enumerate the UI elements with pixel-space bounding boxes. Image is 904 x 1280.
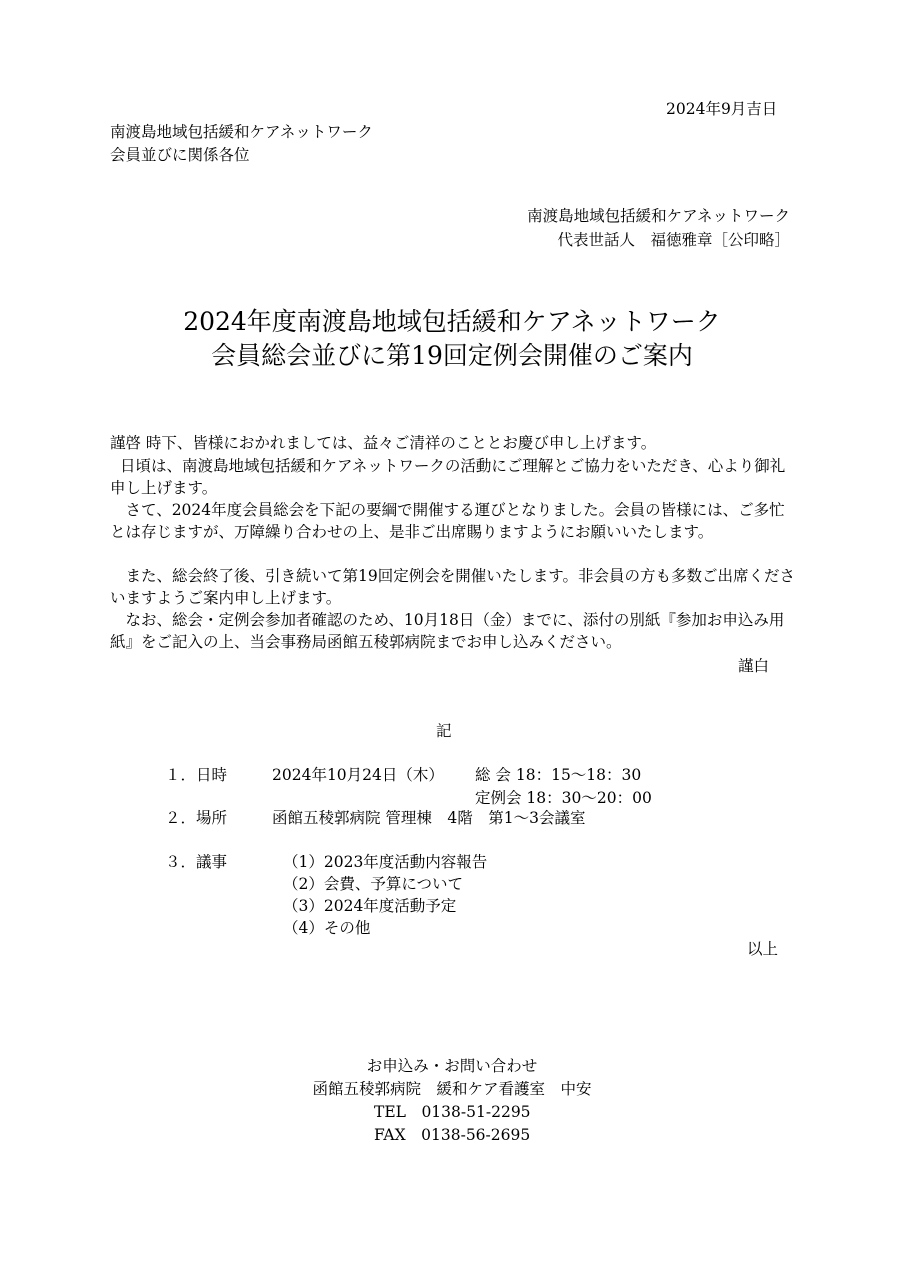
schedule-regular-meeting: 定例会 18：30～20：00 <box>475 789 652 807</box>
sender-org: 南渡島地域包括緩和ケアネットワーク <box>527 207 790 225</box>
greeting-paragraph: 謹啓 時下、皆様におかれましては、益々ご清祥のこととお慶び申し上げます。 <box>110 434 657 452</box>
item-place-label: ２．場所 <box>165 809 228 827</box>
contact-fax: FAX 0138-56-2695 <box>374 1126 531 1144</box>
item-datetime-date: 2024年10月24日（木） <box>272 766 444 784</box>
agenda-item: （2）会費、予算について <box>283 875 464 893</box>
closing-kinpaku: 謹白 <box>738 657 770 675</box>
document-date: 2024年9月吉日 <box>666 100 778 118</box>
agenda-item: （3）2024年度活動予定 <box>283 897 457 915</box>
title-line-1: 2024年度南渡島地域包括緩和ケアネットワーク <box>183 307 721 336</box>
ki-heading: 記 <box>436 722 452 740</box>
item-place-value: 函館五稜郭病院 管理棟 4階 第1～3会議室 <box>272 809 586 827</box>
schedule-general-meeting: 総 会 18：15～18：30 <box>475 766 642 784</box>
appreciation-paragraph: 日頃は、南渡島地域包括緩和ケアネットワークの活動にご理解とご協力をいただき、心より御礼申し上げます。 <box>110 457 786 497</box>
sender-representative: 代表世話人 福徳雅章［公印略］ <box>557 231 790 249</box>
contact-tel: TEL 0138-51-2295 <box>374 1103 531 1121</box>
meeting-announcement-paragraph: さて、2024年度会員総会を下記の要綱で開催する運びとなりました。会員の皆様には、ご多忙とは存じますが、万障繰り合わせの上、是非ご出席賜りますようにお願いいたします。 <box>110 501 785 541</box>
ijo-closing: 以上 <box>747 940 779 958</box>
title-line-2: 会員総会並びに第19回定例会開催のご案内 <box>211 341 693 370</box>
contact-heading: お申込み・お問い合わせ <box>366 1057 538 1075</box>
item-agenda-label: ３．議事 <box>165 853 228 871</box>
agenda-item: （1）2023年度活動内容報告 <box>283 853 488 871</box>
registration-paragraph: なお、総会・定例会参加者確認のため、10月18日（金）までに、添付の別紙『参加お申込み用紙』をご記入の上、当会事務局函館五稜郭病院までお申し込みください。 <box>110 611 785 651</box>
recipient-members: 会員並びに関係各位 <box>110 146 250 164</box>
regular-meeting-paragraph: また、総会終了後、引き続いて第19回定例会を開催いたします。非会員の方も多数ご出席くださいますようご案内申し上げます。 <box>110 567 795 607</box>
recipient-org: 南渡島地域包括緩和ケアネットワーク <box>110 123 373 141</box>
agenda-item: （4）その他 <box>283 919 371 937</box>
item-datetime-label: １．日時 <box>165 766 228 784</box>
contact-name: 函館五稜郭病院 緩和ケア看護室 中安 <box>312 1080 592 1098</box>
